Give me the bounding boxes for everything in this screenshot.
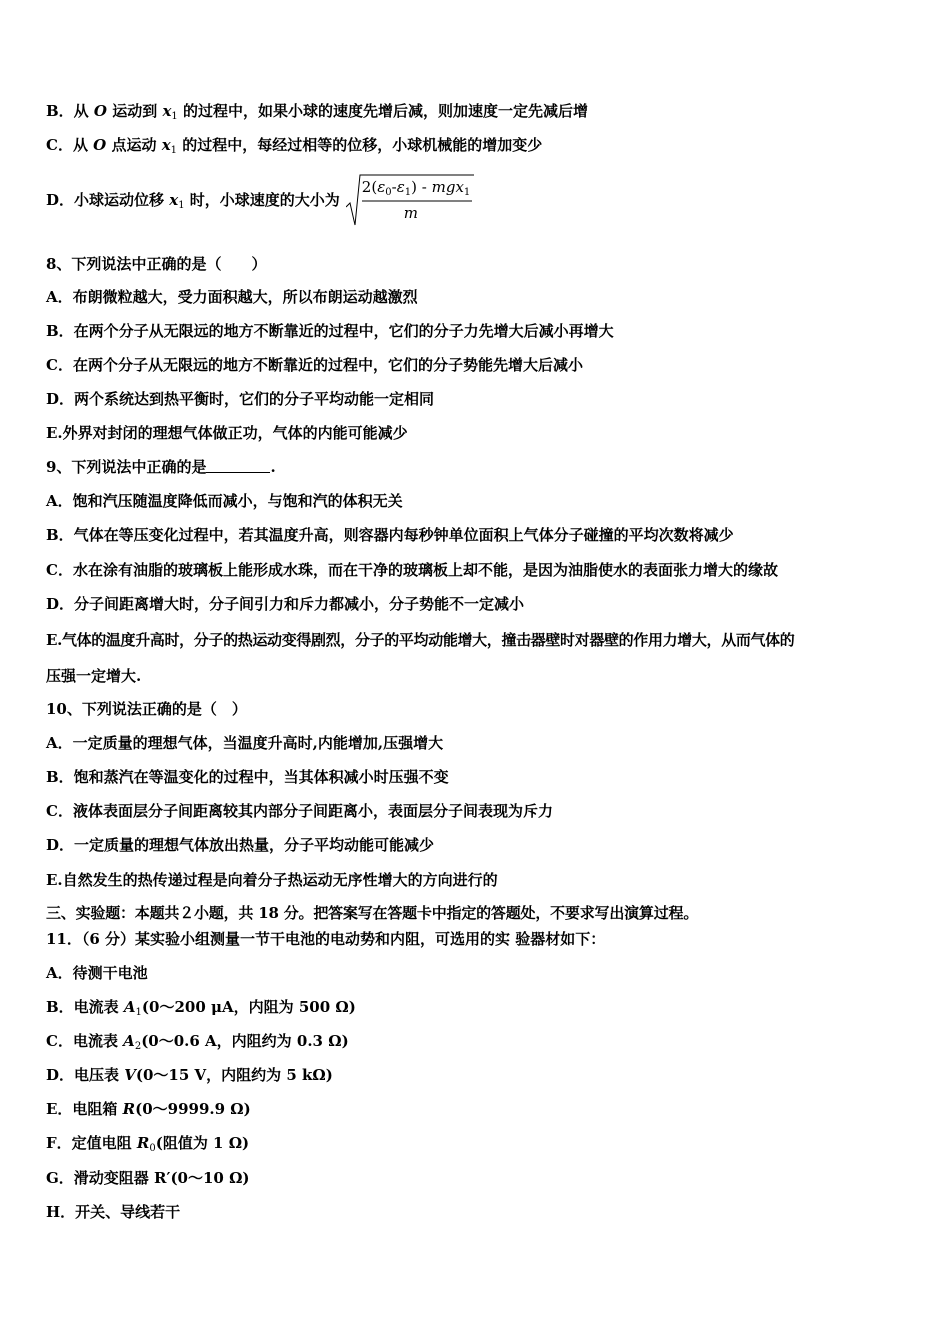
q7-option-b: B．从 O 运动到 $x_1$ 的过程中，如果小球的速度先增后减，则加速度一定先减后增 (46, 102, 588, 122)
q9-option-b: B．气体在等压变化过程中，若其温度升高，则容器内每秒钟单位面积上气体分子碰撞的平均次数将减少 (46, 526, 734, 544)
formula-denominator: m (403, 204, 419, 222)
q10-option-c: C．液体表面层分子间距离较其内部分子间距离小，表面层分子间表现为斥力 (46, 802, 553, 820)
q11-option-e: E．电阻箱 R(0～9999.9 Ω) (46, 1100, 251, 1118)
q10-option-e: E.自然发生的热传递过程是向着分子热运动无序性增大的方向进行的 (46, 871, 498, 889)
section-heading: 三、实验题：本题共２小题，共 18 分。把答案写在答题卡中指定的答题处，不要求写出演算过程。 (46, 904, 699, 922)
q10-option-d: D．一定质量的理想气体放出热量，分子平均动能可能减少 (46, 836, 435, 854)
q7-option-d: D．小球运动位移 $x_1$ 时，小球速度的大小为 $2(\varepsilon_0-\varepsilon_1) - mgx_1$ m (46, 172, 476, 228)
q8-option-a: A．布朗微粒越大，受力面积越大，所以布朗运动越激烈 (46, 288, 418, 306)
q11-option-f: F．定值电阻 $R_0$(阻值为 1 Ω) (46, 1134, 250, 1154)
q7-option-c: C．从 O 点运动 $x_1$ 的过程中，每经过相等的位移，小球机械能的增加变少 (46, 136, 543, 156)
q11-option-h: H．开关、导线若干 (46, 1203, 181, 1221)
q11-option-g: G．滑动变阻器 R′(0～10 Ω) (46, 1169, 250, 1187)
q9-option-e: E.气体的温度升高时，分子的热运动变得剧烈，分子的平均动能增大，撞击器壁时对器壁的作用力增大，从而气体的 (46, 631, 795, 649)
q11-option-b: B．电流表 $A_1(0\sim 200$ μA，内阻为 500 Ω) (46, 998, 356, 1018)
answer-blank (206, 458, 270, 473)
q9-option-a: A．饱和汽压随温度降低而减小，与饱和汽的体积无关 (46, 492, 403, 510)
q9-option-c: C．水在涂有油脂的玻璃板上能形成水珠，而在干净的玻璃板上却不能，是因为油脂使水的表面张力增大的缘故 (46, 561, 778, 579)
q9-stem: 9、下列说法中正确的是 . (46, 458, 276, 476)
q8-option-e: E.外界对封闭的理想气体做正功，气体的内能可能减少 (46, 424, 408, 442)
q9-option-e-cont: 压强一定增大. (46, 667, 142, 685)
q10-option-b: B．饱和蒸汽在等温变化的过程中，当其体积减小时压强不变 (46, 768, 449, 786)
q10-stem: 10、下列说法正确的是（ ） (46, 700, 247, 718)
q11-option-c: C．电流表 $A_2(0\sim 0.6$ A，内阻约为 0.3 Ω) (46, 1032, 349, 1052)
q11-option-d: D．电压表 V(0～15 V，内阻约为 5 kΩ) (46, 1066, 333, 1084)
q8-option-c: C．在两个分子从无限远的地方不断靠近的过程中，它们的分子势能先增大后减小 (46, 356, 583, 374)
q11-option-a: A．待测干电池 (46, 964, 148, 982)
formula-numerator: $2(\varepsilon_0-\varepsilon_1) - mgx_1$ (361, 178, 471, 198)
q9-option-d: D．分子间距离增大时，分子间引力和斥力都减小，分子势能不一定减小 (46, 595, 525, 613)
q11-stem: 11．（6 分）某实验小组测量一节干电池的电动势和内阻，可选用的实 验器材如下： (46, 930, 606, 948)
q8-option-b: B．在两个分子从无限远的地方不断靠近的过程中，它们的分子力先增大后减小再增大 (46, 322, 614, 340)
velocity-formula (346, 173, 476, 229)
q10-option-a: A．一定质量的理想气体，当温度升高时,内能增加,压强增大 (46, 734, 444, 752)
q8-option-d: D．两个系统达到热平衡时，它们的分子平均动能一定相同 (46, 390, 435, 408)
q8-stem: 8、下列说法中正确的是（ ） (46, 255, 267, 273)
